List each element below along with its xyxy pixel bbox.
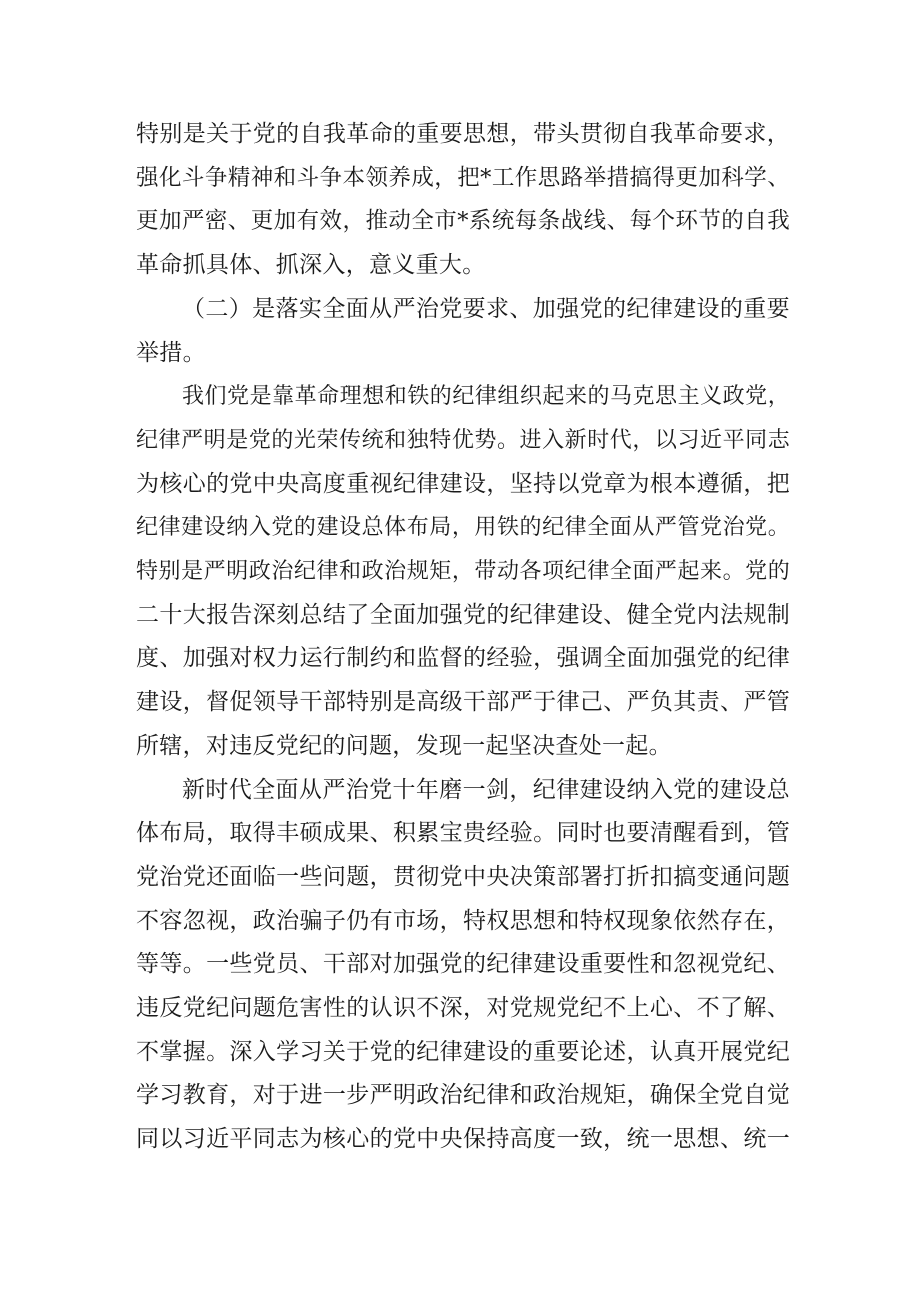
- text-line: （二）是落实全面从严治党要求、加强党的纪律建设的重要: [182, 295, 790, 322]
- text-line: 党治党还面临一些问题，贯彻党中央决策部署打折扣搞变通问题: [136, 863, 790, 890]
- text-line: 同以习近平同志为核心的党中央保持高度一致，统一思想、统一: [136, 1126, 790, 1153]
- text-line: 建设，督促领导干部特别是高级干部严于律己、严负其责、严管: [136, 689, 790, 716]
- paragraph-2-subheading: [136, 288, 790, 375]
- text-line: 举措。: [136, 339, 206, 366]
- text-line: 所辖，对违反党纪的问题，发现一起坚决查处一起。: [136, 732, 672, 759]
- paragraph-4: [136, 769, 790, 1162]
- text-line: 新时代全面从严治党十年磨一剑，纪律建设纳入党的建设总: [182, 776, 790, 803]
- text-line: 我们党是靠革命理想和铁的纪律组织起来的马克思主义政党，: [182, 384, 790, 410]
- text-line: 度、加强对权力运行制约和监督的经验，强调全面加强党的纪律: [136, 645, 790, 672]
- text-line: 二十大报告深刻总结了全面加强党的纪律建设、健全党内法规制: [136, 601, 790, 628]
- text-line: 为核心的党中央高度重视纪律建设，坚持以党章为根本遵循，把: [136, 470, 790, 497]
- body-text: [136, 113, 790, 1162]
- paragraph-3: [136, 375, 790, 768]
- text-line: 纪律严明是党的光荣传统和独特优势。进入新时代，以习近平同志: [136, 427, 790, 453]
- text-line: 特别是关于党的自我革命的重要思想，带头贯彻自我革命要求，: [136, 121, 790, 147]
- text-line: 革命抓具体、抓深入，意义重大。: [136, 252, 486, 279]
- text-line: 不掌握。深入学习关于党的纪律建设的重要论述，认真开展党纪: [136, 1038, 790, 1065]
- text-line: 学习教育，对于进一步严明政治纪律和政治规矩，确保全党自觉: [136, 1082, 790, 1109]
- text-line: 更加严密、更加有效，推动全市*系统每条战线、每个环节的自我: [136, 208, 790, 235]
- text-line: 体布局，取得丰硕成果、积累宝贵经验。同时也要清醒看到，管: [136, 820, 790, 847]
- text-line: 纪律建设纳入党的建设总体布局，用铁的纪律全面从严管党治党。: [136, 515, 790, 541]
- paragraph-1: [136, 113, 790, 288]
- text-line: 强化斗争精神和斗争本领养成，把*工作思路举措搞得更加科学、: [136, 164, 790, 191]
- text-line: 等等。一些党员、干部对加强党的纪律建设重要性和忽视党纪、: [136, 951, 790, 978]
- text-line: 特别是严明政治纪律和政治规矩，带动各项纪律全面严起来。党的: [136, 559, 790, 585]
- text-line: 违反党纪问题危害性的认识不深，对党规党纪不上心、不了解、: [136, 995, 790, 1022]
- text-line: 不容忽视，政治骗子仍有市场，特权思想和特权现象依然存在，: [136, 907, 790, 934]
